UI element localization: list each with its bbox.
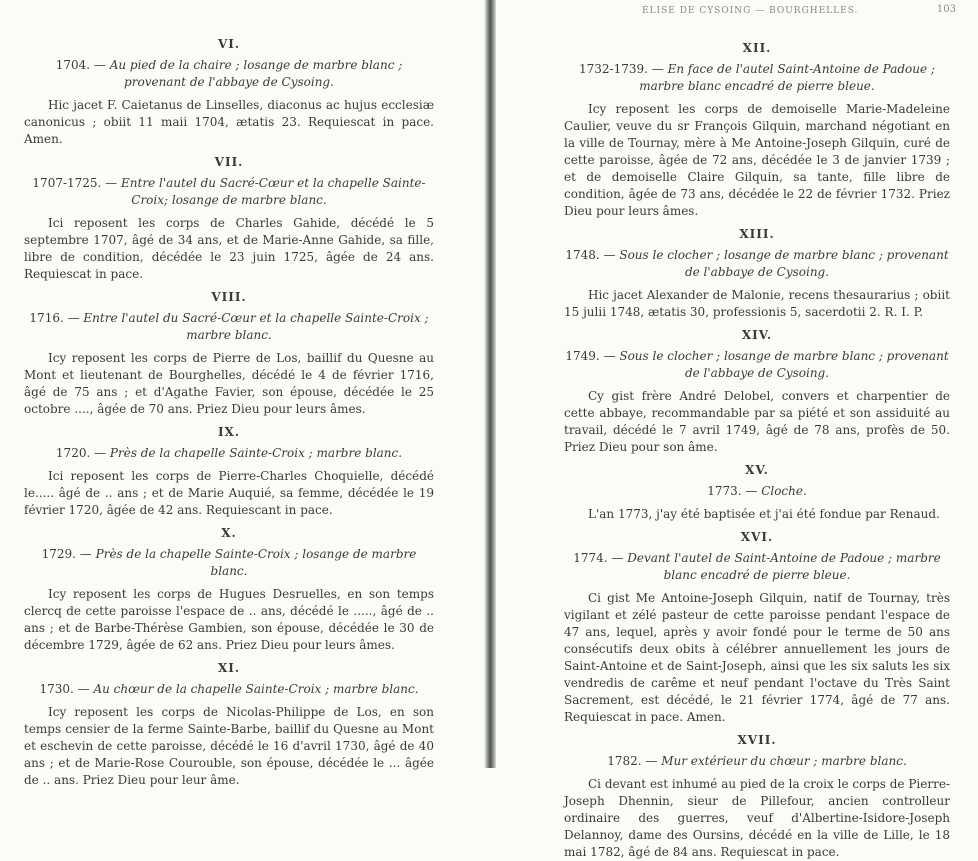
entry-text: Icy reposent les corps de Nicolas-Philippe de Los, en son temps censier de la ferme Sainte-Barbe, baillif du Quesne au Mont et eschevin de cette paroisse, décédé le 16 d'avril 1730, âgé de 40 ans ; et de Marie-Rose Courouble, son épouse, décédée le ... âgée de .. ans. Priez Dieu pour leur âme. [24, 705, 434, 787]
entry-number: XVI. [740, 530, 774, 544]
running-header: ÉLISE DE CYSOING — BOURGHELLES. [642, 6, 859, 16]
entry-year: 1729. — [41, 547, 92, 561]
inscription-entry [564, 327, 950, 456]
entry-year: 1773. — [707, 484, 758, 498]
inscription-entry [564, 529, 950, 726]
right-page [492, 0, 978, 859]
page-number: 103 [936, 4, 956, 15]
entry-text: Ci gist Me Antoine-Joseph Gilquin, natif de Tournay, très vigilant et zélé pasteur de cette paroisse pendant l'espace de 47 ans, lequel, après y avoir fondé pour le terme de 50 ans consécutifs deux obits à célébrer annuellement les jours de Saint-Antoine et de Saint-Joseph, ainsi que les six saluts les six vendredis de carême et neuf pendant l'octave du Très Saint Sacrement, est décédé, le 21 février 1774, âgé de 77 ans. Requiescat in pace. Amen. [564, 591, 950, 724]
inscription-entry [24, 36, 434, 148]
entry-caption [564, 753, 950, 770]
entry-location: Au pied de la chaire ; losange de marbre blanc ; provenant de l'abbaye de Cysoing. [109, 58, 403, 89]
entry-text: Hic jacet Alexander de Malonie, recens thesaurarius ; obiit 15 julii 1748, ætatis 30, professionis 5, sacerdotii 2. R. I. P. [564, 288, 950, 319]
entry-number: VIII. [211, 290, 247, 304]
entry-caption [564, 483, 950, 500]
left-page [0, 0, 486, 787]
inscription-entry [564, 462, 950, 523]
inscription-entry [24, 424, 434, 519]
inscription-entry [24, 525, 434, 654]
entry-year: 1732-1739. — [579, 62, 664, 76]
left-column [24, 0, 434, 789]
entry-number: XIII. [739, 227, 775, 241]
entry-location: Sous le clocher ; losange de marbre blanc ; provenant de l'abbaye de Cysoing. [619, 248, 949, 279]
entry-caption [24, 681, 434, 698]
entry-caption [24, 57, 434, 91]
entry-caption [564, 61, 950, 95]
entry-text: Cy gist frère André Delobel, convers et charpentier de cette abbaye, recommandable par sa piété et son assiduité au travail, décédé le 7 avril 1749, âgé de 78 ans, profès de 50. Priez Dieu pour son âme. [564, 389, 950, 454]
entry-location: Devant l'autel de Saint-Antoine de Padoue ; marbre blanc encadré de pierre bleue. [627, 551, 941, 582]
entry-text: Icy reposent les corps de Pierre de Los, baillif du Quesne au Mont et lieutenant de Bourghelles, décédé le 4 de février 1716, âgé de 75 ans ; et d'Agathe Favier, son épouse, décédée le 25 octobre ...., âgée de 70 ans. Priez Dieu pour leurs âmes. [24, 351, 434, 416]
entry-text: Hic jacet F. Caietanus de Linselles, diaconus ac hujus ecclesiæ canonicus ; obiit 11 maii 1704, ætatis 23. Requiescat in pace. Amen. [24, 98, 434, 146]
inscription-entry [24, 660, 434, 789]
entry-year: 1716. — [29, 311, 80, 325]
entry-caption [564, 348, 950, 382]
entry-location: Près de la chapelle Sainte-Croix ; losange de marbre blanc. [95, 547, 417, 578]
entry-number: IX. [217, 425, 241, 439]
entry-year: 1782. — [607, 754, 658, 768]
entry-location: Cloche. [761, 484, 807, 498]
entry-caption [24, 310, 434, 344]
entry-caption [564, 550, 950, 584]
entry-text: Icy reposent les corps de Hugues Desruelles, en son temps clercq de cette paroisse l'espace de .. ans, décédé le ....., âgé de .. ans ; et de Barbe-Thérèse Gambien, son épouse, décédée le 30 de décembre 1729, âgée de 62 ans. Priez Dieu pour leurs âmes. [24, 587, 434, 652]
entry-caption [24, 445, 434, 462]
inscription-entry [24, 154, 434, 283]
entry-number: VI. [217, 37, 241, 51]
entry-year: 1707-1725. — [32, 176, 118, 190]
entry-text: Ici reposent les corps de Charles Gahide, décédé le 5 septembre 1707, âgé de 34 ans, et de Marie-Anne Gahide, sa fille, libre de condition, décédée le 23 juin 1725, âgée de 24 ans. Requiescat in pace. [24, 216, 434, 281]
entry-caption [564, 247, 950, 281]
entry-number: XI. [217, 661, 241, 675]
entry-year: 1730. — [39, 682, 90, 696]
entry-year: 1749. — [565, 349, 616, 363]
entry-location: Mur extérieur du chœur ; marbre blanc. [661, 754, 907, 768]
entry-number: XV. [745, 463, 769, 477]
entry-location: Sous le clocher ; losange de marbre blanc ; provenant de l'abbaye de Cysoing. [619, 349, 949, 380]
entry-text: Ci devant est inhumé au pied de la croix le corps de Pierre-Joseph Dhennin, sieur de Pillefour, ancien controlleur ordinaire des guerres, veuf d'Albertine-Isidore-Joseph Delannoy, dame des Oursins, décédé en la ville de Lille, le 18 mai 1782, âgé de 84 ans. Requiescat in pace. [564, 777, 950, 859]
entry-text: Ici reposent les corps de Pierre-Charles Choquielle, décédé le..... âgé de .. ans ; et de Marie Auquié, sa femme, décédée le 19 février 1720, âgée de 42 ans. Requiescant in pace. [24, 469, 434, 517]
entry-number: XVII. [737, 733, 777, 747]
entry-location: Au chœur de la chapelle Sainte-Croix ; marbre blanc. [93, 682, 419, 696]
entry-location: Entre l'autel du Sacré-Cœur et la chapelle Sainte-Croix ; marbre blanc. [83, 311, 429, 342]
entry-location: En face de l'autel Saint-Antoine de Padoue ; marbre blanc encadré de pierre bleue. [639, 62, 935, 93]
entry-number: XII. [742, 41, 772, 55]
entry-number: VII. [214, 155, 244, 169]
entry-year: 1704. — [55, 58, 106, 72]
entry-year: 1720. — [55, 446, 107, 460]
inscription-entry [564, 732, 950, 861]
entry-caption [24, 175, 434, 209]
entry-year: 1748. — [565, 248, 616, 262]
inscription-entry [564, 226, 950, 321]
entry-location: Entre l'autel du Sacré-Cœur et la chapelle Sainte-Croix; losange de marbre blanc. [121, 176, 426, 207]
right-column [564, 0, 950, 861]
entry-number: XIV. [741, 328, 773, 342]
entry-caption [24, 546, 434, 580]
entry-text: L'an 1773, j'ay été baptisée et j'ai été fondue par Renaud. [588, 507, 940, 521]
entry-number: X. [221, 526, 237, 540]
entry-text: Icy reposent les corps de demoiselle Marie-Madeleine Caulier, veuve du sr François Gilquin, marchand négotiant en la ville de Tournay, mère à Me Antoine-Joseph Gilquin, curé de cette paroisse, âgée de 72 ans, décédée le 3 de janvier 1739 ; et de demoiselle Claire Gilquin, sa tante, fille libre de condition, âgée de 73 ans, décédée le 22 de février 1732. Priez Dieu pour leurs âmes. [564, 102, 950, 218]
inscription-entry [24, 289, 434, 418]
entry-location: Près de la chapelle Sainte-Croix ; marbre blanc. [109, 446, 403, 460]
inscription-entry [564, 40, 950, 220]
entry-year: 1774. — [573, 551, 624, 565]
